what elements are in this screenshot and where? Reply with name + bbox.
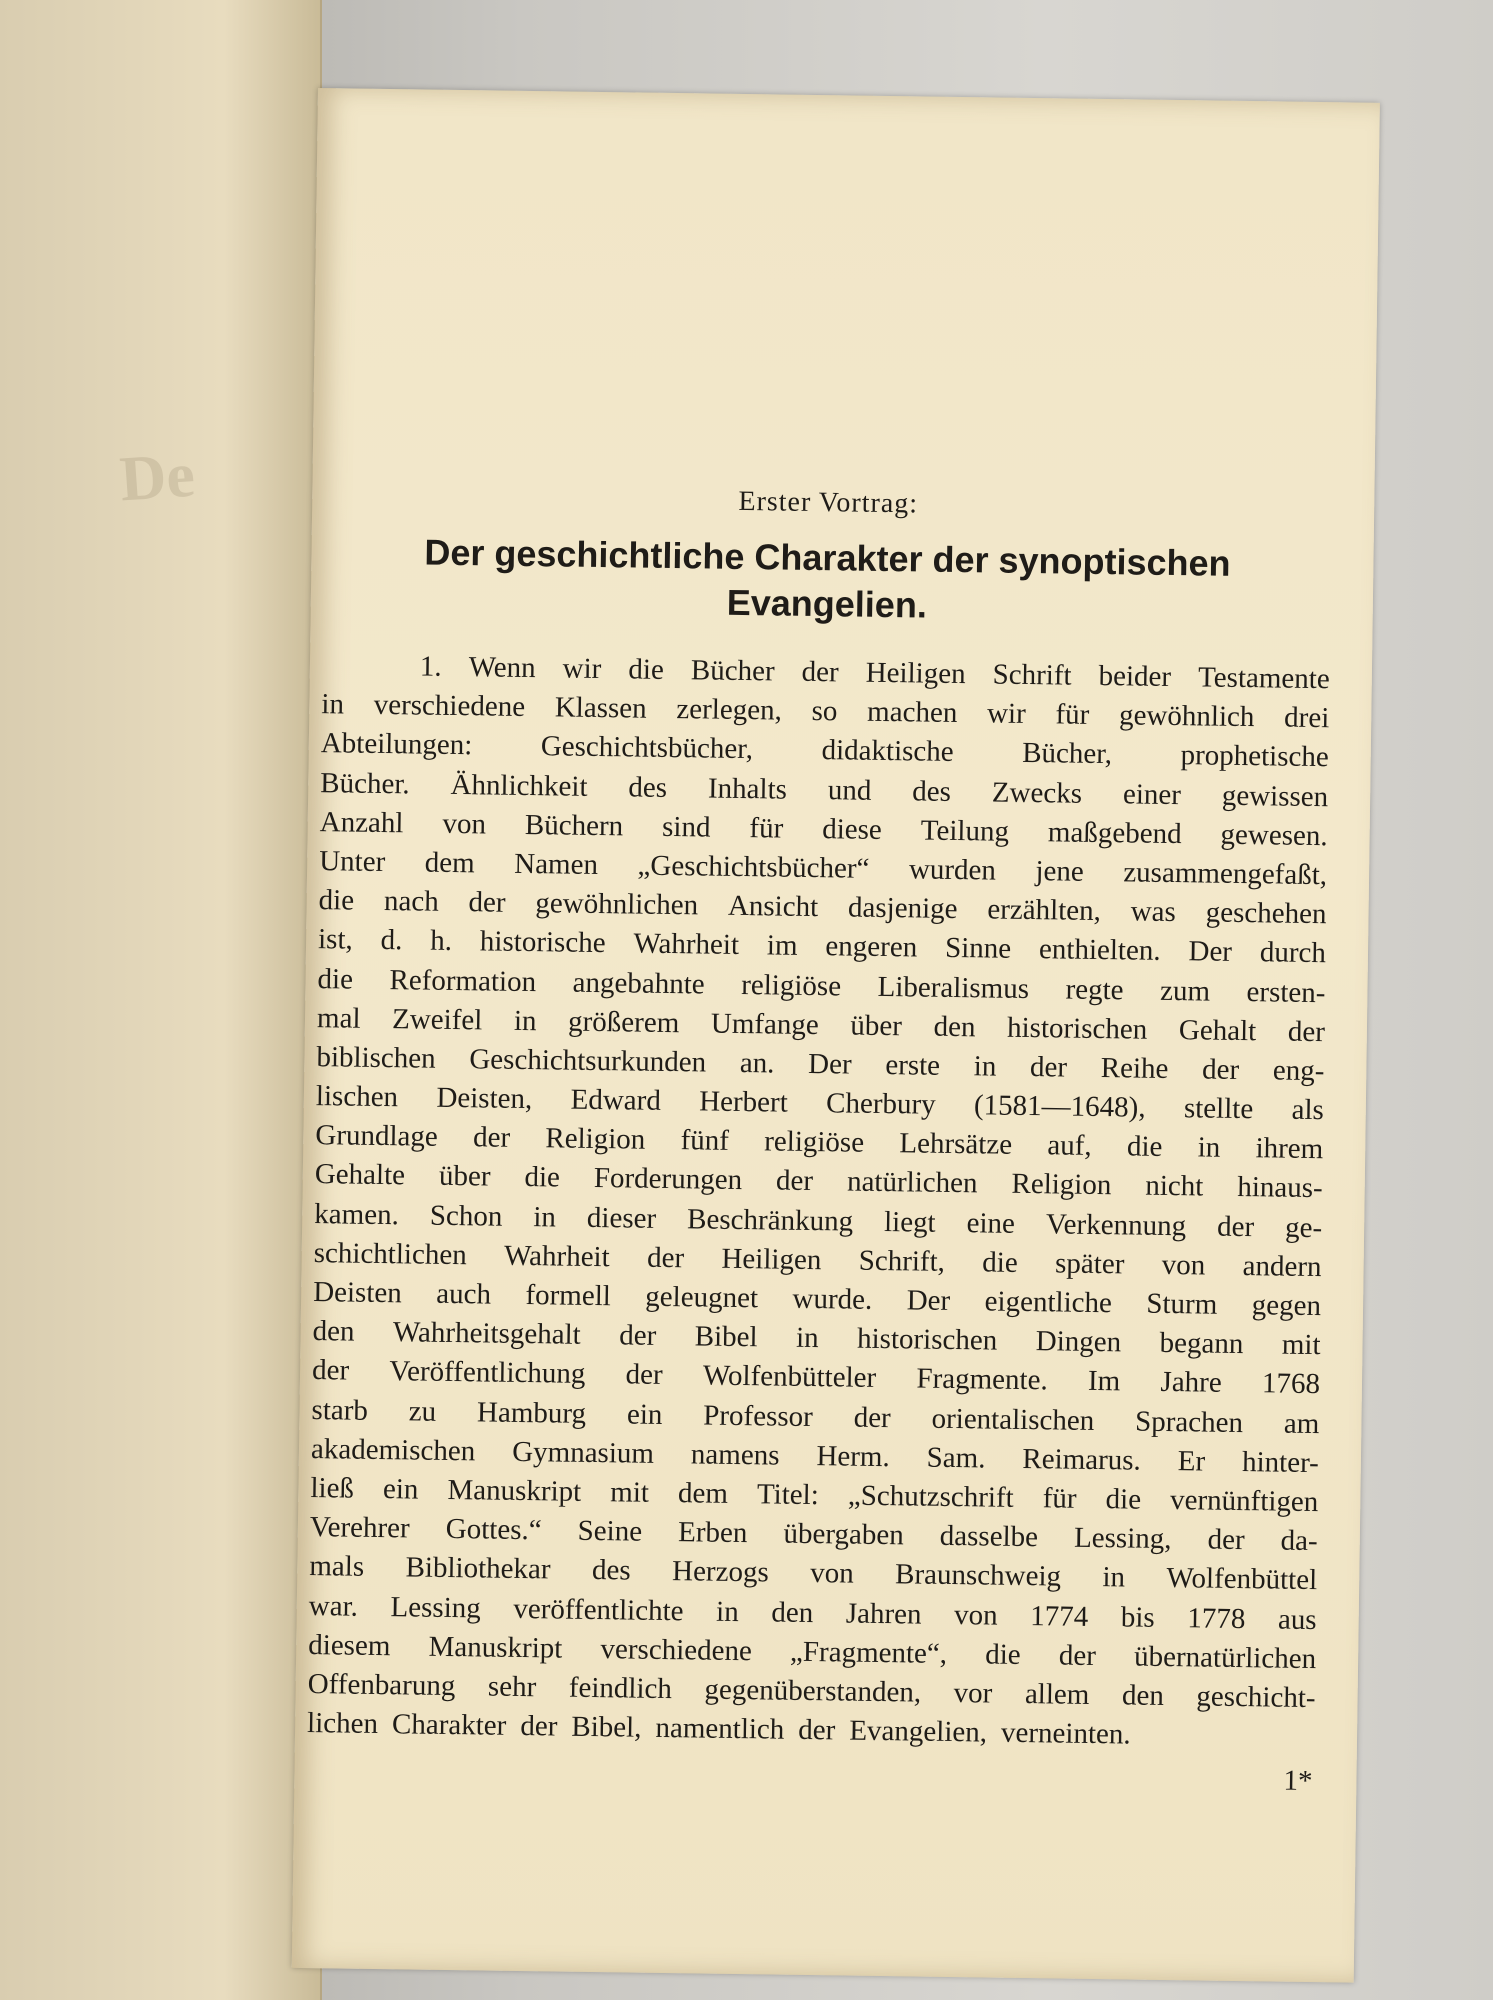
- word: Gehalte: [314, 1158, 406, 1192]
- word: Geschichtsbücher,: [540, 730, 754, 766]
- word: in: [795, 1321, 819, 1355]
- word: gewesen.: [1220, 818, 1328, 852]
- word: gewöhnlich: [1118, 699, 1255, 734]
- word: Schrift: [992, 658, 1072, 692]
- word: die: [1105, 1483, 1142, 1516]
- word: eine: [966, 1206, 1016, 1240]
- word: Manuskript: [428, 1630, 563, 1665]
- word: gegen: [1251, 1289, 1322, 1323]
- word: kamen.: [314, 1197, 400, 1231]
- body-text: [307, 646, 1330, 1757]
- word: Offenbarung: [307, 1667, 456, 1702]
- word: in: [321, 688, 345, 721]
- word: Sam.: [926, 1441, 986, 1475]
- word: Herzogs: [671, 1555, 769, 1589]
- word: der: [646, 1241, 685, 1275]
- word: Forderungen: [593, 1162, 743, 1197]
- word: gewöhnlichen: [535, 887, 699, 922]
- word: Lehrsätze: [899, 1127, 1013, 1162]
- word: in: [533, 1200, 557, 1234]
- word: dem: [677, 1477, 729, 1510]
- word: Charakter: [391, 1708, 507, 1742]
- page-number: 1*: [1283, 1764, 1313, 1798]
- word: der: [1216, 1210, 1255, 1243]
- word: wurde.: [792, 1282, 873, 1316]
- word: Klassen: [554, 691, 647, 725]
- word: Edward: [570, 1083, 662, 1117]
- word: natürlichen: [846, 1165, 978, 1200]
- word: über: [850, 1009, 903, 1042]
- word: Veröffentlichung: [389, 1355, 586, 1391]
- word: Gymnasium: [511, 1435, 655, 1470]
- word: Manuskript: [447, 1473, 582, 1508]
- word: aus: [1277, 1603, 1317, 1636]
- word: Ähnlichkeit: [450, 768, 588, 803]
- word: beider: [1098, 659, 1172, 693]
- word: Schon: [429, 1199, 503, 1233]
- word: der: [520, 1710, 558, 1743]
- word: zum: [1159, 974, 1211, 1008]
- word: verneinten.: [1000, 1716, 1131, 1751]
- word: Dingen: [1035, 1325, 1122, 1359]
- word: drei: [1283, 701, 1330, 735]
- word: 1774: [1030, 1599, 1089, 1633]
- word: lischen: [315, 1080, 399, 1114]
- word: mal: [316, 1001, 361, 1035]
- word: den: [933, 1010, 976, 1043]
- word: Jahre: [1160, 1366, 1222, 1400]
- word: Gehalt: [1178, 1013, 1257, 1047]
- word: zusammengefaßt,: [1123, 856, 1328, 892]
- word: Hamburg: [476, 1395, 587, 1430]
- word: die: [317, 962, 354, 996]
- word: Im: [1087, 1365, 1121, 1398]
- word: von: [442, 807, 487, 841]
- word: der: [775, 1164, 814, 1198]
- word: religiöse: [741, 968, 842, 1002]
- word: Abteilungen:: [320, 727, 473, 762]
- word: Bibliothekar: [405, 1551, 551, 1586]
- word: verschiedene: [373, 689, 526, 724]
- word: Der: [906, 1284, 951, 1317]
- word: Herbert: [698, 1085, 788, 1119]
- word: Cherbury: [825, 1087, 936, 1121]
- word: Gottes.“: [445, 1513, 542, 1547]
- word: machen: [866, 695, 958, 730]
- word: Erben: [677, 1516, 748, 1550]
- word: Bücher,: [1021, 737, 1113, 771]
- lecture-subtitle: Erster Vortrag:: [738, 485, 919, 520]
- word: den: [1121, 1679, 1165, 1712]
- word: eigentliche: [984, 1285, 1113, 1320]
- word: Inhalts: [707, 772, 788, 806]
- word: „Schutzschrift: [847, 1479, 1014, 1514]
- word: Reihe: [1100, 1051, 1169, 1085]
- word: Liberalismus: [877, 970, 1030, 1005]
- word: dem: [424, 846, 475, 880]
- word: der: [1207, 1523, 1245, 1557]
- word: Wahrheit: [633, 927, 740, 962]
- word: engeren: [825, 930, 918, 964]
- word: Der: [807, 1047, 852, 1081]
- word: auch: [436, 1277, 492, 1311]
- word: als: [1291, 1093, 1325, 1127]
- word: die: [1126, 1130, 1163, 1164]
- word: starb: [311, 1393, 369, 1427]
- word: Verkennung: [1045, 1207, 1187, 1242]
- word: Fragmente.: [916, 1362, 1048, 1397]
- word: der: [1287, 1015, 1326, 1048]
- word: „Fragmente“,: [789, 1635, 948, 1670]
- word: übergaben: [783, 1517, 904, 1552]
- word: Wolfenbütteler: [702, 1359, 877, 1395]
- word: hinter-: [1241, 1445, 1320, 1479]
- word: (1581—1648),: [973, 1089, 1146, 1124]
- word: ist,: [317, 923, 353, 956]
- word: über: [438, 1160, 491, 1193]
- word: später: [1054, 1247, 1125, 1281]
- word: Wahrheit: [503, 1239, 610, 1273]
- word: Braunschweig: [894, 1558, 1062, 1593]
- word: feindlich: [568, 1671, 673, 1705]
- word: die: [628, 653, 665, 686]
- word: bis: [1120, 1600, 1155, 1634]
- word: angebahnte: [572, 966, 705, 1000]
- word: Reimarus.: [1022, 1442, 1142, 1477]
- word: Wahrheitsgehalt: [392, 1316, 581, 1351]
- word: Herm.: [816, 1439, 890, 1473]
- word: in: [1102, 1561, 1126, 1594]
- word: war.: [308, 1589, 359, 1623]
- word: der: [798, 1713, 836, 1747]
- word: in: [715, 1595, 739, 1628]
- word: maßgebend: [1047, 816, 1182, 850]
- word: formell: [525, 1279, 612, 1313]
- word: den: [312, 1315, 355, 1348]
- word: geschicht-: [1196, 1680, 1316, 1714]
- word: nicht: [1145, 1170, 1204, 1203]
- word: nach: [383, 885, 439, 918]
- word: Beschränkung: [686, 1202, 854, 1238]
- word: für: [1055, 698, 1090, 732]
- word: der: [618, 1319, 657, 1353]
- word: allem: [1024, 1677, 1090, 1711]
- word: dieser: [586, 1201, 657, 1235]
- word: Bibel,: [571, 1710, 642, 1744]
- word: des: [912, 774, 952, 808]
- word: so: [811, 695, 838, 728]
- word: Lessing,: [1073, 1521, 1172, 1556]
- word: die: [318, 884, 355, 917]
- word: Ansicht: [727, 889, 819, 924]
- word: ersten-: [1246, 975, 1326, 1009]
- word: da-: [1280, 1524, 1318, 1558]
- word: von: [1161, 1248, 1206, 1282]
- word: in: [513, 1004, 537, 1037]
- word: dasselbe: [939, 1519, 1039, 1554]
- word: Religion: [1011, 1168, 1112, 1202]
- word: vor: [953, 1676, 993, 1710]
- word: andern: [1242, 1249, 1322, 1283]
- word: 1.: [419, 650, 442, 683]
- word: jene: [1035, 855, 1084, 888]
- left-page: [0, 0, 322, 2000]
- word: h.: [430, 924, 453, 958]
- bleed-through-shadow: De: [117, 438, 197, 515]
- word: Wenn: [468, 651, 536, 685]
- word: Grundlage: [315, 1119, 438, 1154]
- word: in: [1197, 1131, 1221, 1164]
- word: Religion: [545, 1122, 646, 1156]
- word: Namen: [514, 847, 599, 881]
- word: wir: [986, 697, 1026, 731]
- word: Titel:: [756, 1478, 820, 1512]
- word: Bücher.: [320, 766, 410, 800]
- word: Heiligen: [721, 1242, 822, 1276]
- word: wir: [562, 652, 602, 686]
- word: der: [801, 655, 839, 689]
- word: zerlegen,: [676, 693, 783, 727]
- word: der: [468, 886, 506, 919]
- book-page: [292, 88, 1380, 1983]
- word: stellte: [1183, 1092, 1254, 1126]
- word: prophetische: [1180, 739, 1329, 774]
- word: ge-: [1284, 1211, 1323, 1244]
- word: erste: [885, 1048, 941, 1082]
- word: des: [628, 770, 668, 804]
- word: der: [1058, 1639, 1097, 1672]
- word: Bibel: [694, 1320, 758, 1354]
- word: von: [809, 1557, 854, 1590]
- word: diesem: [308, 1628, 391, 1662]
- word: größerem: [567, 1005, 680, 1039]
- word: 1778: [1187, 1601, 1246, 1635]
- word: „Geschichtsbücher“: [637, 849, 870, 885]
- word: die: [982, 1246, 1018, 1279]
- word: fünf: [680, 1124, 730, 1158]
- word: begann: [1159, 1327, 1244, 1361]
- word: mals: [309, 1550, 365, 1584]
- word: gewissen: [1221, 779, 1329, 813]
- word: Er: [1177, 1444, 1206, 1478]
- word: Reformation: [389, 963, 537, 998]
- word: Testamente: [1197, 661, 1330, 696]
- page-content: [306, 480, 1332, 1798]
- word: ein: [626, 1398, 663, 1431]
- word: eng-: [1272, 1054, 1325, 1088]
- word: lichen: [306, 1707, 379, 1741]
- word: was: [1130, 895, 1177, 929]
- word: Heiligen: [865, 656, 966, 691]
- word: durch: [1259, 936, 1327, 970]
- word: des: [591, 1554, 631, 1587]
- word: der: [1201, 1053, 1240, 1086]
- word: namentlich: [655, 1711, 785, 1746]
- word: die: [524, 1161, 561, 1194]
- word: übernatürlichen: [1133, 1640, 1317, 1675]
- word: sind: [661, 810, 711, 844]
- word: der: [625, 1358, 663, 1392]
- word: Bücher: [690, 654, 775, 688]
- word: Sturm: [1146, 1287, 1218, 1321]
- word: mit: [610, 1476, 650, 1509]
- word: enthielten.: [1038, 933, 1161, 968]
- word: 1768: [1261, 1367, 1321, 1401]
- word: und: [827, 773, 872, 807]
- word: ließ: [310, 1471, 355, 1505]
- word: historischen: [1006, 1011, 1148, 1046]
- chapter-title-line-1: Der geschichtliche Charakter der synoptischen: [424, 531, 1231, 584]
- word: an.: [739, 1046, 775, 1080]
- word: im: [766, 929, 798, 963]
- word: d.: [380, 924, 403, 957]
- word: regte: [1065, 973, 1124, 1006]
- word: ein: [382, 1472, 419, 1506]
- word: veröffentlichte: [513, 1592, 684, 1627]
- chapter-title: [323, 528, 1332, 634]
- word: für: [749, 811, 784, 845]
- word: für: [1042, 1482, 1077, 1515]
- word: wurden: [908, 853, 997, 887]
- word: didaktische: [821, 734, 954, 769]
- word: einer: [1122, 777, 1182, 811]
- word: auf,: [1047, 1129, 1092, 1163]
- word: diese: [821, 812, 883, 846]
- word: am: [1283, 1407, 1320, 1440]
- word: Sinne: [944, 932, 1012, 966]
- word: ihrem: [1255, 1132, 1324, 1166]
- word: biblischen: [316, 1040, 436, 1075]
- word: gegenüberstanden,: [704, 1673, 922, 1709]
- word: Sprachen: [1134, 1405, 1244, 1439]
- word: namens: [690, 1438, 780, 1472]
- word: Zwecks: [991, 776, 1083, 810]
- word: den: [771, 1595, 814, 1629]
- word: Der: [1188, 935, 1233, 969]
- word: orientalischen: [931, 1402, 1095, 1437]
- word: der: [853, 1401, 891, 1434]
- word: akademischen: [310, 1432, 476, 1468]
- word: liegt: [883, 1205, 936, 1239]
- word: Büchern: [524, 808, 624, 843]
- word: verschiedene: [600, 1632, 753, 1667]
- word: Wolfenbüttel: [1166, 1562, 1318, 1597]
- word: geschehen: [1205, 896, 1327, 931]
- word: Umfange: [710, 1007, 820, 1041]
- word: Unter: [318, 845, 386, 878]
- word: geleugnet: [645, 1280, 759, 1315]
- word: Anzahl: [319, 805, 404, 840]
- word: religiöse: [764, 1125, 865, 1159]
- word: zu: [408, 1394, 437, 1428]
- word: Schrift,: [858, 1244, 946, 1278]
- word: Geschichtsurkunden: [469, 1043, 707, 1079]
- word: hinaus-: [1237, 1171, 1323, 1205]
- word: Evangelien,: [849, 1714, 988, 1749]
- word: der: [1029, 1050, 1068, 1084]
- word: vernünftigen: [1169, 1483, 1319, 1519]
- word: mit: [1281, 1328, 1321, 1362]
- word: Teilung: [920, 814, 1010, 848]
- word: Deisten,: [436, 1081, 533, 1116]
- word: in: [973, 1050, 997, 1083]
- word: schichtlichen: [313, 1236, 467, 1272]
- word: erzählten,: [987, 893, 1102, 928]
- word: dasjenige: [847, 891, 958, 926]
- word: Professor: [703, 1399, 814, 1433]
- word: die: [985, 1638, 1021, 1671]
- word: der: [472, 1121, 511, 1155]
- word: Zweifel: [391, 1002, 483, 1037]
- word: der: [311, 1354, 350, 1387]
- word: Seine: [577, 1514, 643, 1548]
- word: Deisten: [312, 1276, 402, 1310]
- word: Jahren: [845, 1597, 922, 1631]
- word: sehr: [487, 1670, 537, 1704]
- chapter-title-line-2: Evangelien.: [726, 581, 928, 626]
- word: von: [953, 1598, 998, 1632]
- word: historischen: [856, 1322, 998, 1357]
- word: Verehrer: [309, 1511, 410, 1545]
- word: historische: [479, 925, 606, 960]
- word: Lessing: [390, 1590, 481, 1624]
